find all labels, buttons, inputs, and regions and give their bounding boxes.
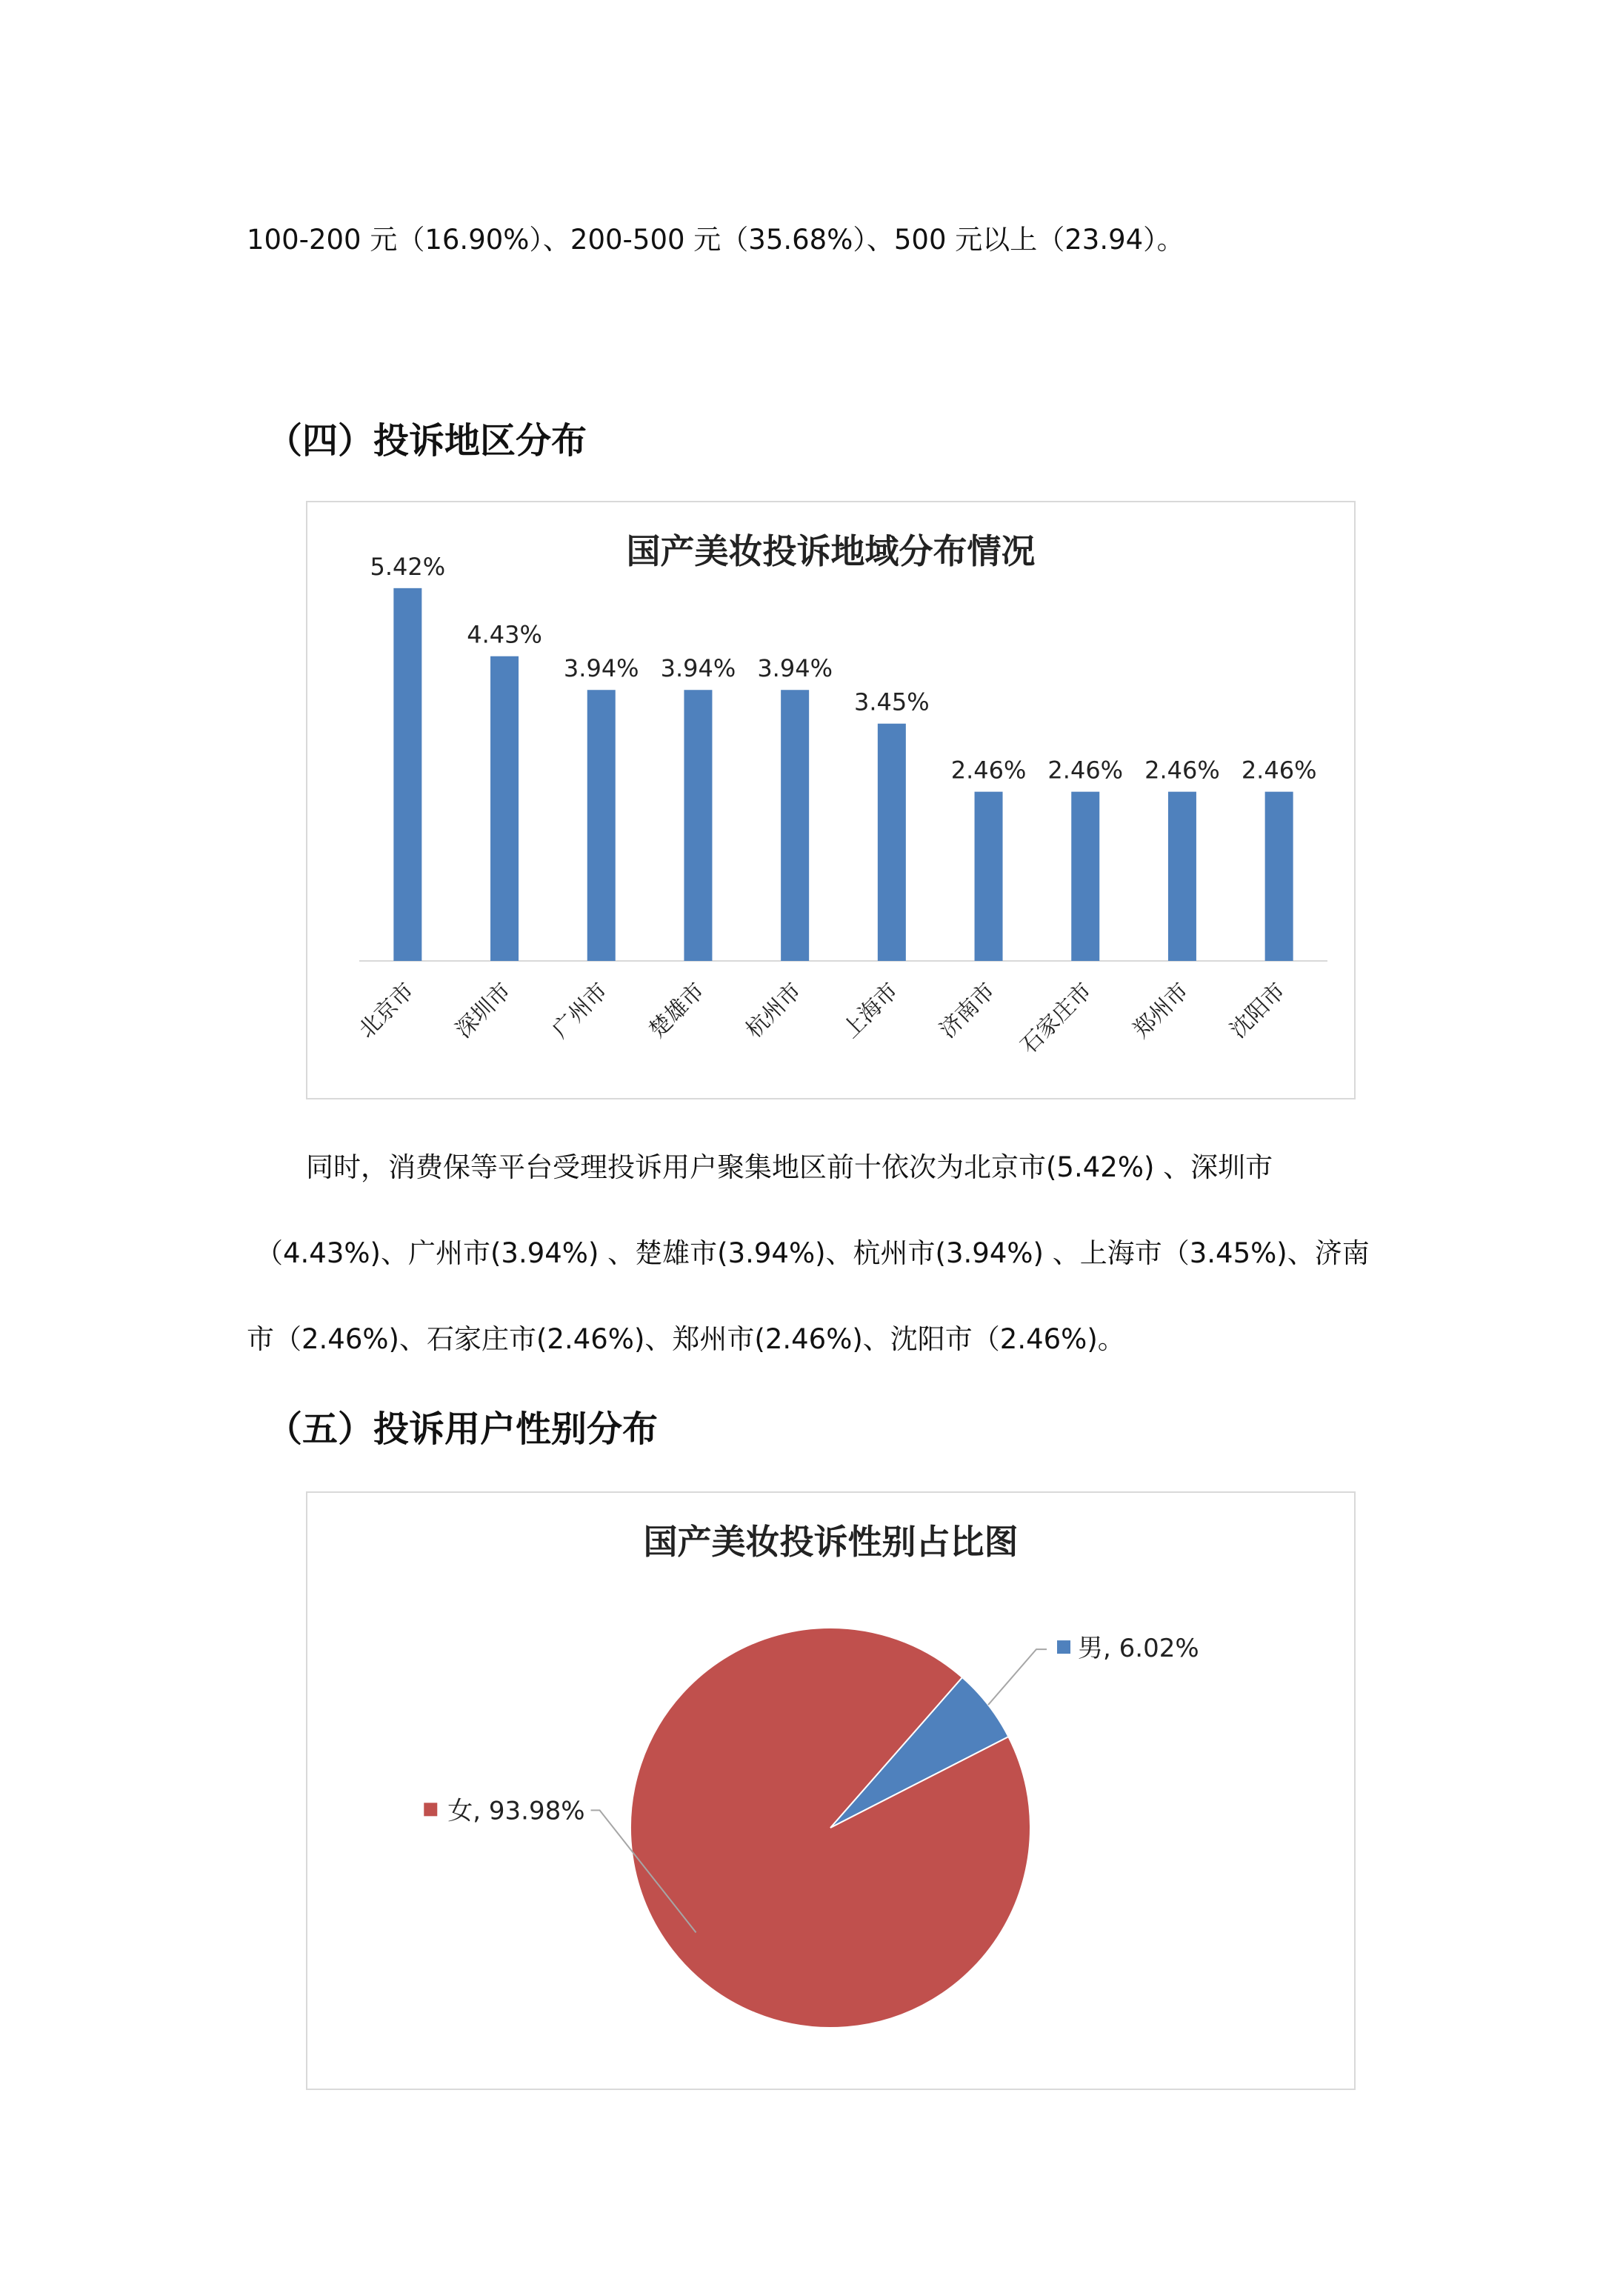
paragraph-line-3: 市（2.46%)、石家庄市(2.46%)、郑州市(2.46%)、沈阳市（2.46%)。 <box>247 1323 1125 1355</box>
pie-chart-title: 国产美妆投诉性别占比图 <box>643 1522 1019 1562</box>
bar-data-label: 2.46% <box>950 756 1027 785</box>
paragraph-line-1: 同时，消费保等平台受理投诉用户聚集地区前十依次为北京市(5.42%) 、深圳市 <box>306 1151 1273 1183</box>
legend-swatch <box>424 1803 437 1816</box>
section-heading-region: （四）投诉地区分布 <box>267 420 587 462</box>
bar <box>684 690 712 961</box>
bar-chart-title: 国产美妆投诉地域分布情况 <box>626 531 1036 571</box>
region-bar-chart <box>306 501 1356 1099</box>
pie-data-label <box>424 1796 584 1826</box>
x-tick-label: 楚雄市 <box>644 977 710 1044</box>
section-heading-gender: （五）投诉用户性别分布 <box>267 1408 659 1450</box>
bar-data-label: 3.45% <box>854 688 930 716</box>
bar <box>490 656 519 961</box>
bar-data-label: 5.42% <box>370 552 446 581</box>
bar <box>781 690 809 961</box>
gender-pie-chart <box>306 1491 1356 2090</box>
paragraph-line-2: （4.43%)、广州市(3.94%) 、楚雄市(3.94%)、杭州市(3.94%) 、上海市（3.45%)、济南 <box>256 1237 1370 1269</box>
x-tick-label: 上海市 <box>838 977 904 1044</box>
bar <box>878 724 906 961</box>
bar <box>1265 792 1293 961</box>
bar <box>587 690 616 961</box>
pie-leader-line <box>988 1649 1047 1705</box>
pie-data-label <box>1057 1634 1199 1663</box>
pie-label-text: 女, 93.98% <box>447 1796 585 1826</box>
x-tick-label: 深圳市 <box>450 977 516 1044</box>
bar <box>975 792 1003 961</box>
pie-label-text: 男, 6.02% <box>1078 1634 1199 1664</box>
legend-swatch <box>1057 1640 1070 1654</box>
bar-chart-svg <box>307 502 1354 1098</box>
bar <box>393 588 421 961</box>
bar-data-label: 2.46% <box>1047 756 1124 785</box>
x-tick-label: 沈阳市 <box>1224 977 1291 1044</box>
bar-data-label: 4.43% <box>467 620 542 649</box>
bar <box>1168 792 1196 961</box>
x-tick-label: 北京市 <box>353 977 420 1044</box>
bar-data-label: 3.94% <box>757 654 833 683</box>
x-tick-label: 广州市 <box>547 977 613 1044</box>
pie-chart-svg <box>307 1493 1354 2089</box>
bar-data-label: 2.46% <box>1144 756 1220 785</box>
x-tick-label: 济南市 <box>934 977 1001 1044</box>
x-tick-label: 郑州市 <box>1128 977 1194 1044</box>
bar-data-label: 3.94% <box>660 654 736 683</box>
x-tick-label: 杭州市 <box>741 977 807 1044</box>
bar-data-label: 2.46% <box>1241 756 1317 785</box>
bar-data-label: 3.94% <box>563 654 639 683</box>
intro-text: 100-200 元（16.90%）、200-500 元（35.68%）、500 元以上（23.94）。 <box>247 224 1184 256</box>
x-tick-label: 石家庄市 <box>1016 977 1097 1059</box>
bar <box>1071 792 1099 961</box>
